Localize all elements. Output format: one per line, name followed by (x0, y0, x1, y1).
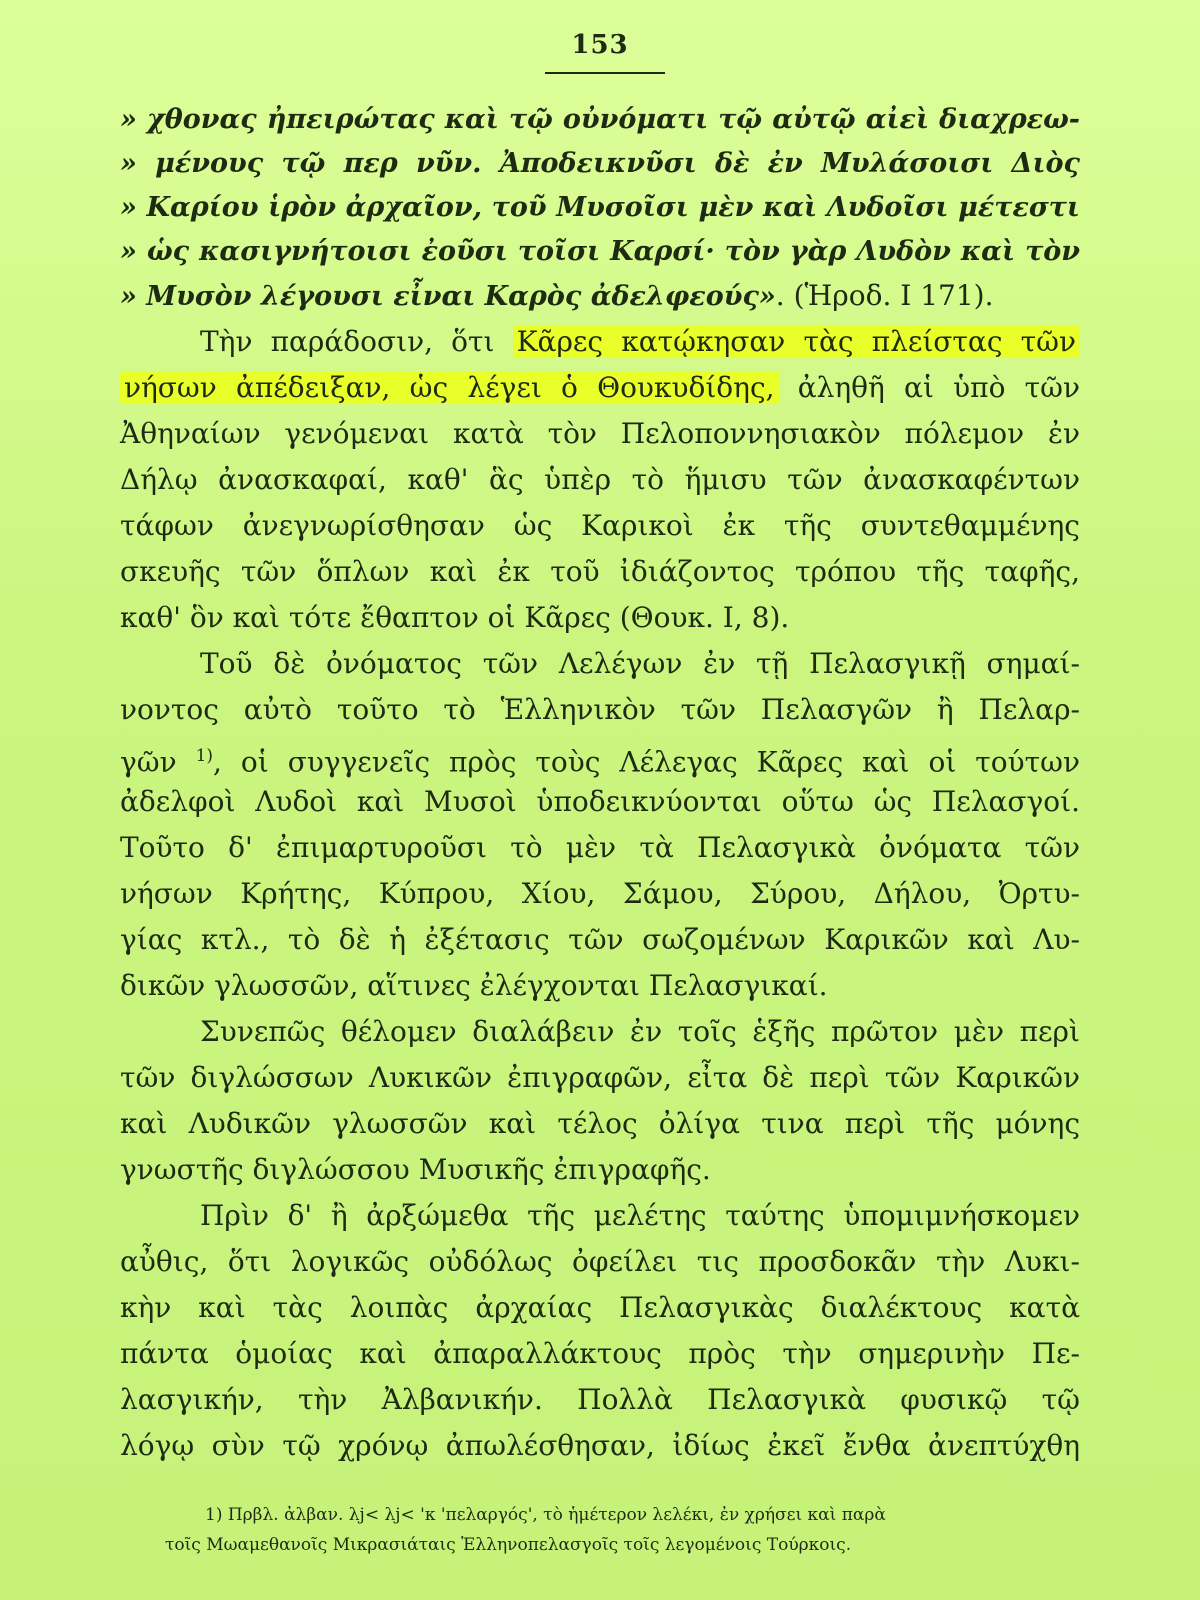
highlighted-text: νήσων ἀπέδειξαν, ὡς λέγει ὁ Θουκυδίδης, (120, 371, 779, 404)
quote-line: » Καρίου ἱρὸν ἀρχαῖον, τοῦ Μυσοῖσι μὲν καὶ Λυδοῖσι μέτεστι (120, 192, 1080, 223)
paragraph-line: ἀδελφοὶ Λυδοὶ καὶ Μυσοὶ ὑποδεικνύονται οὕτω ὡς Πελασγοί. (120, 785, 1080, 818)
paragraph-line: λασγικήν, τὴν Ἀλβανικήν. Πολλὰ Πελασγικὰ φυσικῷ τῷ (120, 1383, 1080, 1416)
paragraph-line: Τοῦ δὲ ὀνόματος τῶν Λελέγων ἐν τῇ Πελασγικῇ σημαί- (200, 647, 1080, 680)
paragraph-line (200, 322, 1080, 362)
quote-line: » ὡς κασιγνήτοισι ἐοῦσι τοῖσι Καρσί· τὸν γὰρ Λυδὸν καὶ τὸν (120, 236, 1080, 267)
quote-line: » χθονας ἠπειρώτας καὶ τῷ οὐνόματι τῷ αὐτῷ αἰεὶ διαχρεω- (120, 104, 1080, 135)
paragraph-line: κὴν καὶ τὰς λοιπὰς ἀρχαίας Πελασγικὰς διαλέκτους κατὰ (120, 1291, 1080, 1324)
paragraph-text: Τὴν παράδοσιν, ὅτι (200, 325, 513, 358)
paragraph-line: καὶ Λυδικῶν γλωσσῶν καὶ τέλος ὀλίγα τινα περὶ τῆς μόνης (120, 1107, 1080, 1140)
paragraph-line: Ἀθηναίων γενόμεναι κατὰ τὸν Πελοποννησιακὸν πόλεμον ἐν (120, 417, 1080, 450)
quote-reference: . (Ἡροδ. I 171). (775, 279, 994, 312)
paragraph-line: Συνεπῶς θέλομεν διαλάβειν ἐν τοῖς ἑξῆς πρῶτον μὲν περὶ (200, 1015, 1080, 1048)
paragraph-line: λόγῳ σὺν τῷ χρόνῳ ἀπωλέσθησαν, ἰδίως ἐκεῖ ἔνθα ἀνεπτύχθη (120, 1429, 1080, 1462)
paragraph-line: νήσων Κρήτης, Κύπρου, Χίου, Σάμου, Σύρου, Δήλου, Ὀρτυ- (120, 877, 1080, 910)
quote-line: » μένους τῷ περ νῦν. Ἀποδεικνῦσι δὲ ἐν Μυλάσοισι Διὸς (120, 148, 1080, 179)
quote-line-last (120, 276, 1080, 316)
paragraph-line: γίας κτλ., τὸ δὲ ἡ ἐξέτασις τῶν σωζομένων Καρικῶν καὶ Λυ- (120, 923, 1080, 956)
paragraph-line: πάντα ὁμοίας καὶ ἀπαραλλάκτους πρὸς τὴν σημερινὴν Πε- (120, 1337, 1080, 1370)
paragraph-text: ἀληθῆ αἱ ὑπὸ τῶν (778, 371, 1080, 404)
paragraph-text: , οἱ συγγενεῖς πρὸς τοὺς Λέλεγας Κᾶρες καὶ οἱ τούτων (213, 745, 1080, 779)
paragraph-line: Δήλῳ ἀνασκαφαί, καθ' ἃς ὑπὲρ τὸ ἥμισυ τῶν ἀνασκαφέντων (120, 463, 1080, 496)
highlighted-text: Κᾶρες κατῴκησαν τὰς πλείστας τῶν (513, 325, 1080, 358)
paragraph-line: Πρὶν δ' ἢ ἀρξώμεθα τῆς μελέτης ταύτης ὑπομιμνήσκομεν (200, 1199, 1080, 1232)
footnote: τοῖς Μωαμεθανοῖς Μικρασιάταις Ἑλληνοπελασγοῖς τοῖς λεγομένοις Τούρκοις. (165, 1535, 852, 1555)
paragraph-line: δικῶν γλωσσῶν, αἵτινες ἐλέγχονται Πελασγικαί. (120, 969, 828, 1002)
page-number: 153 (571, 30, 629, 60)
paragraph-text: γῶν (120, 745, 196, 779)
footnote-marker: 1) (195, 746, 214, 766)
paragraph-line: σκευῆς τῶν ὅπλων καὶ ἐκ τοῦ ἰδιάζοντος τρόπου τῆς ταφῆς, (120, 555, 1080, 588)
quote-text: » Μυσὸν λέγουσι εἶναι Καρὸς ἀδελφεούς» (120, 281, 776, 312)
paragraph-line: αὖθις, ὅτι λογικῶς οὐδόλως ὀφείλει τις προσδοκᾶν τὴν Λυκι- (120, 1245, 1080, 1278)
paragraph-line: νοντος αὐτὸ τοῦτο τὸ Ἑλληνικὸν τῶν Πελασγῶν ἢ Πελαρ- (120, 693, 1080, 726)
paragraph-line: καθ' ὃν καὶ τότε ἔθαπτον οἱ Κᾶρες (Θουκ. I, 8). (120, 601, 790, 634)
paragraph-line (120, 736, 1080, 779)
header-rule (545, 72, 665, 74)
paragraph-line: τῶν διγλώσσων Λυκικῶν ἐπιγραφῶν, εἶτα δὲ περὶ τῶν Καρικῶν (120, 1061, 1080, 1094)
paragraph-line: γνωστῆς διγλώσσου Μυσικῆς ἐπιγραφῆς. (120, 1153, 711, 1186)
footnote: 1) Πρβλ. ἀλβαν. λj< λj< 'κ 'πελαργός', τὸ ἡμέτερον λελέκι, ἐν χρήσει καὶ παρὰ (205, 1505, 886, 1525)
paragraph-line: τάφων ἀνεγνωρίσθησαν ὡς Καρικοὶ ἐκ τῆς συντεθαμμένης (120, 509, 1080, 542)
paragraph-line: Τοῦτο δ' ἐπιμαρτυροῦσι τὸ μὲν τὰ Πελασγικὰ ὀνόματα τῶν (120, 831, 1080, 864)
paragraph-line (120, 368, 1080, 408)
